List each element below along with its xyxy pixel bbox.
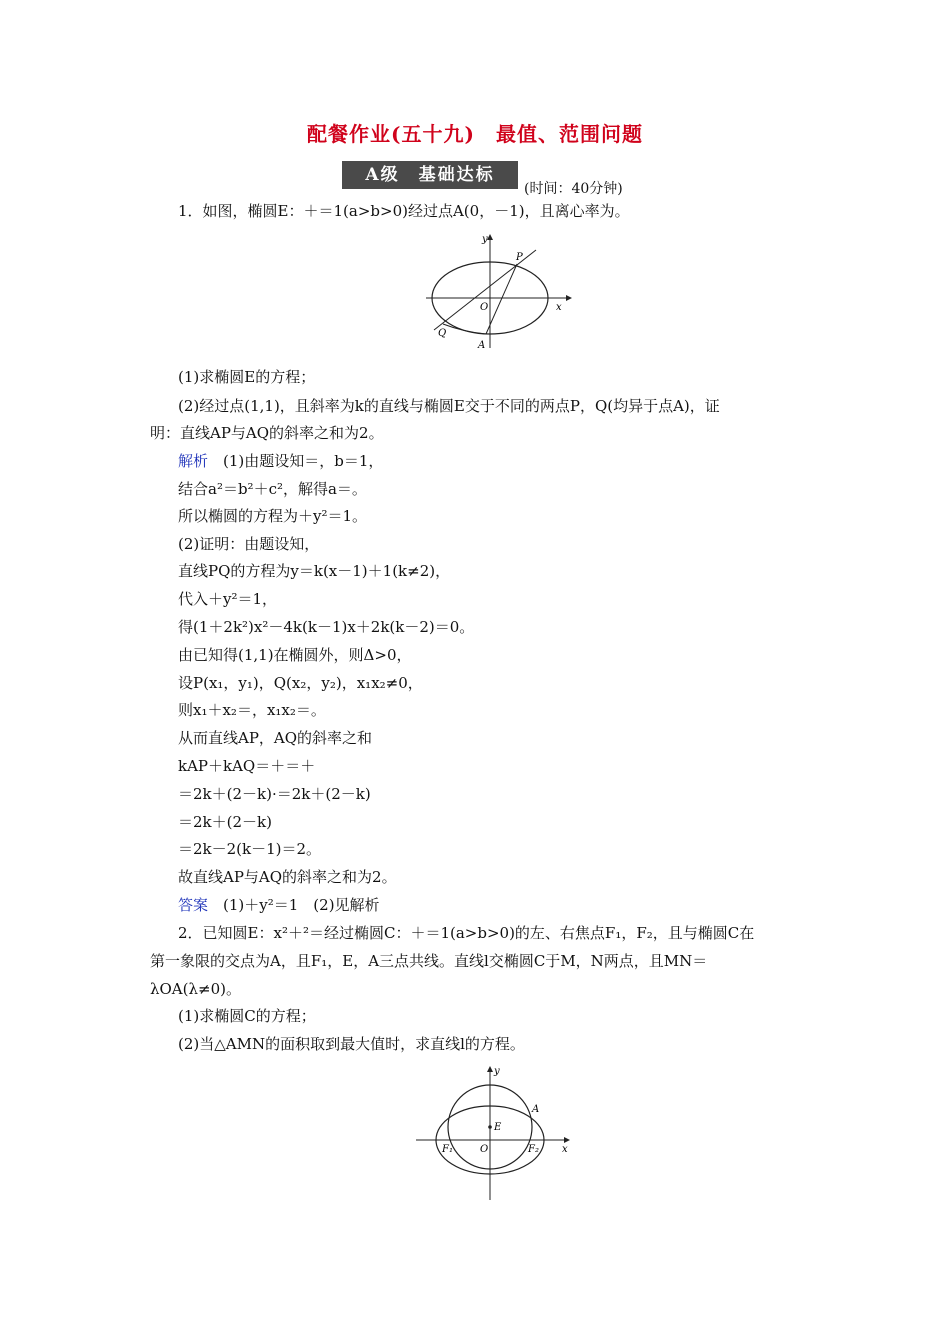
problem1-q1: (1)求椭圆E的方程； xyxy=(178,368,316,386)
page-title: 配餐作业(五十九) 最值、范围问题 xyxy=(307,122,643,146)
segment-aq xyxy=(443,324,486,334)
solution-line: 得(1＋2k²)x²－4k(k－1)x＋2k(k－2)＝0。 xyxy=(178,618,475,636)
y-axis-arrow-icon xyxy=(487,1066,493,1072)
solution-line: 所以椭圆的方程为＋y²＝1。 xyxy=(178,507,368,525)
point-e xyxy=(488,1125,492,1129)
problem1-answer xyxy=(178,895,380,915)
label-y: y xyxy=(482,234,488,245)
solution-line: 由已知得(1,1)在椭圆外，则Δ>0， xyxy=(178,646,412,664)
problem1-figure xyxy=(420,228,580,354)
problem1-solution-line-1 xyxy=(178,451,383,471)
solution-line: 故直线AP与AQ的斜率之和为2。 xyxy=(178,868,397,886)
label-a: A xyxy=(532,1104,540,1115)
problem1-q2-line1: (2)经过点(1,1)，且斜率为k的直线与椭圆E交于不同的两点P，Q(均异于点A)，证 xyxy=(178,397,720,415)
analysis-tag: 解析 xyxy=(178,452,209,470)
label-p: P xyxy=(516,252,523,263)
label-x: x xyxy=(556,302,562,313)
answer-tag: 答案 xyxy=(178,896,209,914)
time-note: (时间：40分钟) xyxy=(524,181,623,197)
x-axis-arrow-icon xyxy=(566,295,572,301)
level-badge: A级 基础达标 xyxy=(342,161,518,189)
problem2-q1: (1)求椭圆C的方程； xyxy=(178,1007,316,1025)
problem2-q2: (2)当△AMN的面积取到最大值时，求直线l的方程。 xyxy=(178,1035,525,1053)
solution-line: kAP＋kAQ＝＋＝＋ xyxy=(178,757,316,775)
label-y: y xyxy=(494,1066,500,1077)
problem1-q2-line2: 明：直线AP与AQ的斜率之和为2。 xyxy=(150,424,384,442)
solution-line: 则x₁＋x₂＝，x₁x₂＝。 xyxy=(178,701,326,719)
label-e: E xyxy=(494,1122,502,1133)
solution-part1-text: (1)由题设知＝，b＝1， xyxy=(208,452,384,470)
label-o: O xyxy=(480,1144,489,1155)
problem2-stem-line3: λOA(λ≠0)。 xyxy=(150,980,241,998)
solution-line: ＝2k－2(k－1)＝2。 xyxy=(178,840,322,858)
solution-line: 从而直线AP，AQ的斜率之和 xyxy=(178,729,373,747)
answer-text: (1)＋y²＝1 (2)见解析 xyxy=(208,896,380,914)
label-a: A xyxy=(478,340,486,351)
label-o: O xyxy=(480,302,489,313)
problem2-stem-line1: 2．已知圆E：x²＋²＝经过椭圆C：＋＝1(a>b>0)的左、右焦点F₁，F₂，且与椭圆C在 xyxy=(178,924,755,942)
solution-line: 代入＋y²＝1， xyxy=(178,590,278,608)
label-q: Q xyxy=(438,328,447,339)
label-f1: F₁ xyxy=(442,1144,453,1155)
solution-line: 结合a²＝b²＋c²，解得a＝。 xyxy=(178,480,367,498)
problem2-stem-line2: 第一象限的交点为A，且F₁，E，A三点共线。直线l交椭圆C于M，N两点，且MN＝ xyxy=(150,952,708,970)
y-axis-arrow-icon xyxy=(487,234,493,240)
solution-line: 设P(x₁，y₁)，Q(x₂，y₂)，x₁x₂≠0， xyxy=(178,674,423,692)
label-x: x xyxy=(562,1144,568,1155)
x-axis-arrow-icon xyxy=(564,1137,570,1143)
solution-line: 直线PQ的方程为y＝k(x－1)＋1(k≠2)， xyxy=(178,562,451,580)
problem1-stem: 1．如图，椭圆E：＋＝1(a>b>0)经过点A(0，－1)，且离心率为。 xyxy=(178,202,630,220)
label-f2: F₂ xyxy=(528,1144,539,1155)
solution-line: ＝2k＋(2－k)·＝2k＋(2－k) xyxy=(178,785,371,803)
solution-line: ＝2k＋(2－k) xyxy=(178,813,272,831)
segment-ap xyxy=(486,264,517,334)
problem2-figure xyxy=(414,1064,576,1204)
solution-line: (2)证明：由题设知， xyxy=(178,535,320,553)
